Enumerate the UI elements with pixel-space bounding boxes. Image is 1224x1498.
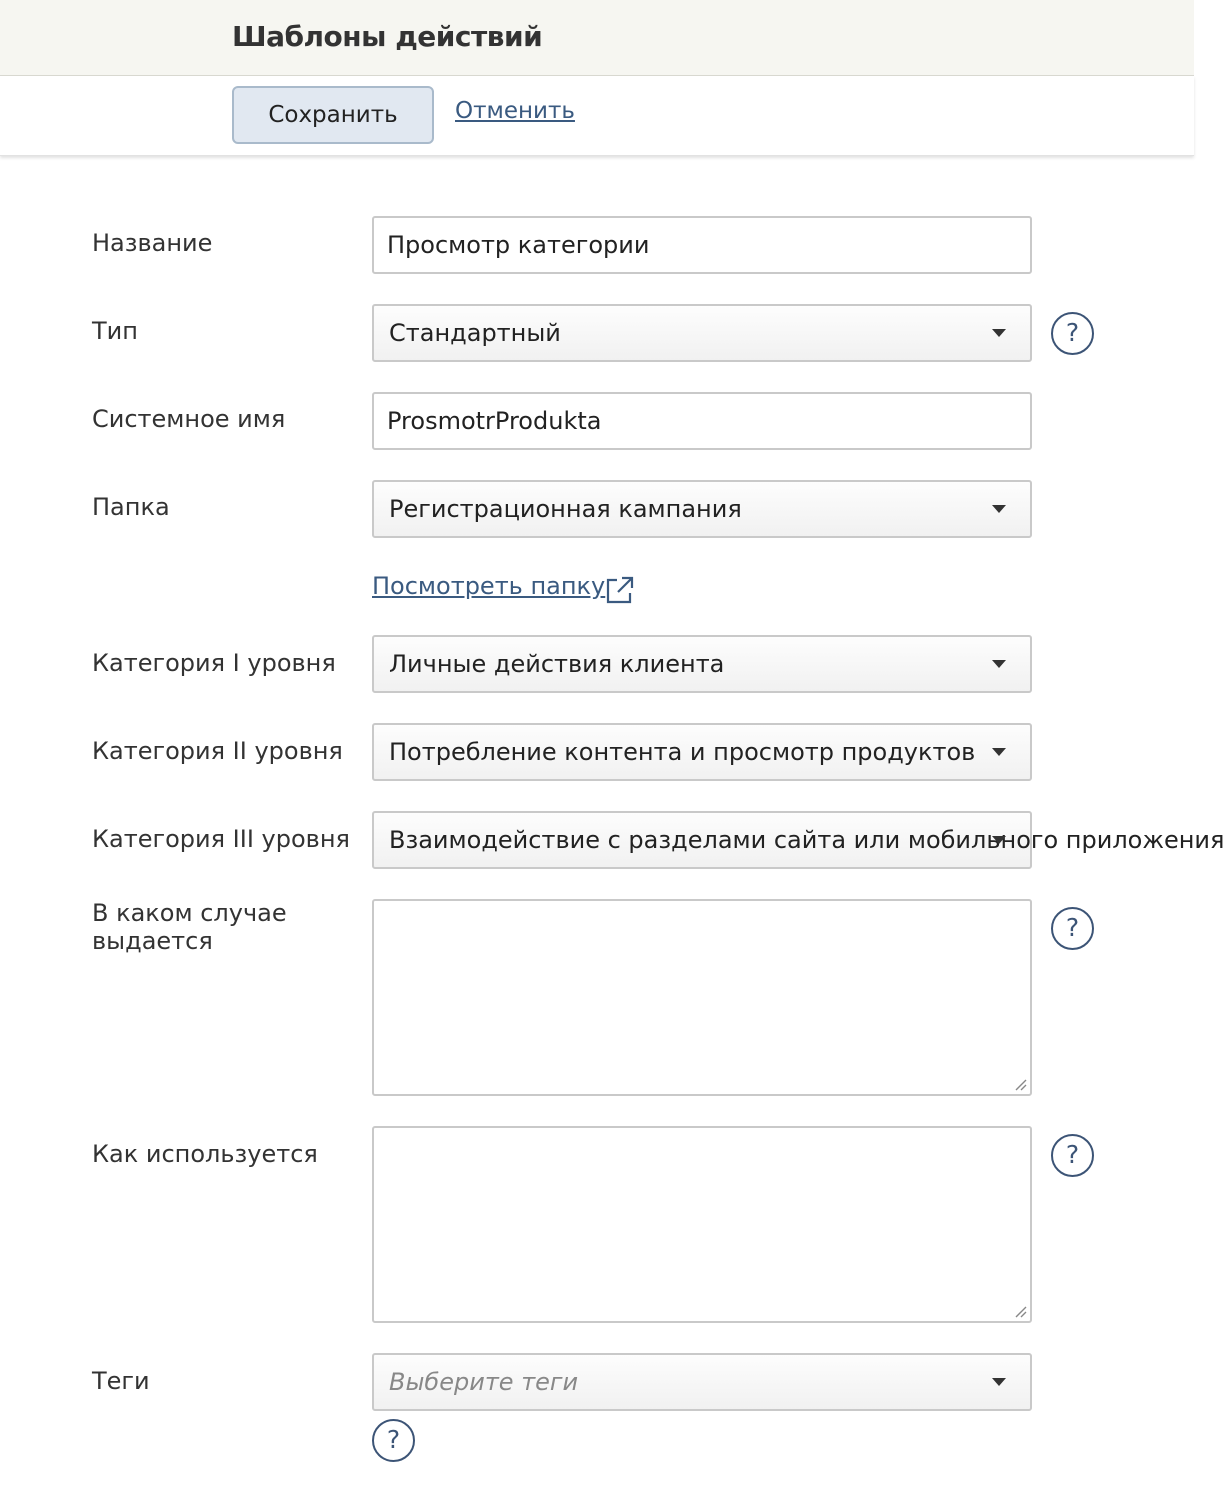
- page-title: Шаблоны действий: [232, 20, 543, 53]
- save-button[interactable]: Сохранить: [232, 86, 434, 144]
- type-label: Тип: [92, 317, 138, 345]
- caret-down-icon: [992, 660, 1006, 668]
- category3-select[interactable]: [372, 811, 1224, 869]
- view-folder-link[interactable]: Посмотреть папку: [372, 572, 606, 600]
- type-select-value: Стандартный: [389, 319, 561, 347]
- name-input[interactable]: [372, 216, 1032, 274]
- caret-down-icon: [992, 748, 1006, 756]
- toolbar: [0, 76, 1194, 156]
- category1-select-value: Личные действия клиента: [389, 650, 725, 678]
- caret-down-icon: [992, 329, 1006, 337]
- resize-handle-icon[interactable]: [1013, 1304, 1027, 1318]
- category2-label: Категория II уровня: [92, 737, 343, 765]
- folder-label: Папка: [92, 493, 170, 521]
- resize-handle-icon[interactable]: [1013, 1077, 1027, 1091]
- folder-select-value: Регистрационная кампания: [389, 495, 742, 523]
- tags-select[interactable]: [372, 1353, 1032, 1411]
- name-input-value: Просмотр категории: [387, 231, 650, 259]
- category1-label: Категория I уровня: [92, 649, 336, 677]
- how-used-textarea[interactable]: [372, 1126, 1032, 1323]
- type-select[interactable]: [372, 304, 1032, 362]
- system-name-label: Системное имя: [92, 405, 286, 433]
- type-help-icon[interactable]: ?: [1051, 312, 1094, 355]
- caret-down-icon: [992, 1378, 1006, 1386]
- when-issued-help-icon[interactable]: ?: [1051, 907, 1094, 950]
- when-issued-textarea[interactable]: [372, 899, 1032, 1096]
- category2-select[interactable]: [372, 723, 1032, 781]
- category3-select-value: Взаимодействие с разделами сайта или мобильного приложения: [389, 826, 1224, 854]
- system-name-input-value: ProsmotrProdukta: [387, 407, 602, 435]
- category1-select[interactable]: [372, 635, 1032, 693]
- caret-down-icon: [992, 836, 1006, 844]
- name-label: Название: [92, 229, 213, 257]
- tags-select-placeholder: Выберите теги: [389, 1368, 579, 1396]
- tags-help-icon[interactable]: ?: [372, 1419, 415, 1462]
- how-used-help-icon[interactable]: ?: [1051, 1134, 1094, 1177]
- system-name-input[interactable]: [372, 392, 1032, 450]
- cancel-link[interactable]: Отменить: [455, 98, 575, 124]
- page-header: [0, 0, 1194, 76]
- external-link-icon[interactable]: [604, 574, 636, 606]
- category3-label: Категория III уровня: [92, 825, 350, 853]
- category2-select-value: Потребление контента и просмотр продуктов: [389, 738, 976, 766]
- tags-label: Теги: [92, 1367, 150, 1395]
- caret-down-icon: [992, 505, 1006, 513]
- when-issued-label: В каком случае выдается: [92, 899, 287, 955]
- how-used-label: Как используется: [92, 1140, 318, 1168]
- folder-select[interactable]: [372, 480, 1032, 538]
